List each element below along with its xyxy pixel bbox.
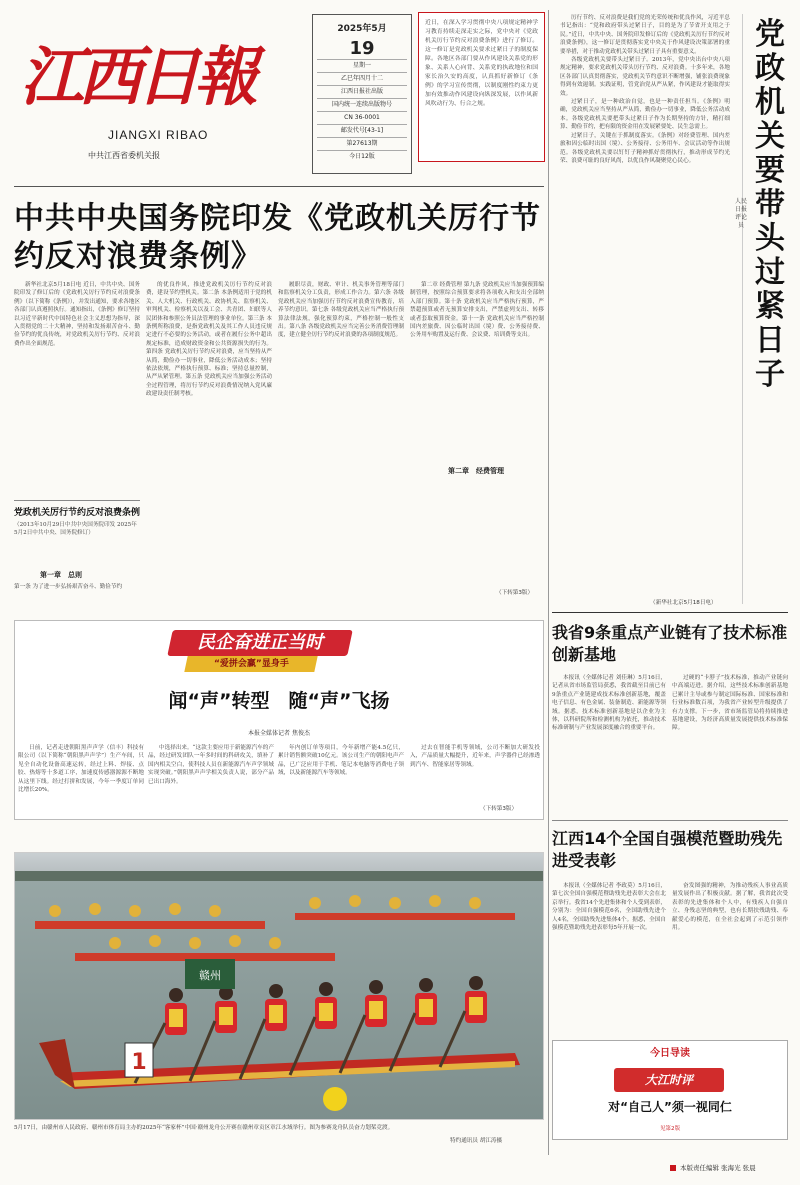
section-divider: [552, 820, 788, 821]
commentary-paragraph: 各级党政机关要带头过紧日子。2013年，党中央出台中央八项规定精神，要求党政机关带头厉行节约、反对浪费。十多年来，各地区各部门认真贯彻落实，党政机关节约意识不断增强，铺张浪费现象得到有效遏制。实践证明，管党治党从严从紧，作风建设才能取得实效。: [560, 57, 730, 97]
story-headline[interactable]: 我省9条重点产业链有了技术标准创新基地: [552, 623, 788, 664]
column-banner: [170, 630, 350, 656]
preview-heading: 今日导读: [650, 1048, 690, 1059]
issue-pages: 今日12版: [317, 150, 407, 163]
flag-text: 赣州: [199, 969, 221, 982]
buoy: [323, 1087, 347, 1111]
masthead-divider: [14, 186, 544, 187]
story-column: [552, 882, 666, 1022]
commentary-signature: （新华社北京5月18日电）: [650, 600, 717, 606]
footer-marker: [670, 1165, 676, 1171]
story-paragraph: 本报讯（全媒体记者 刘佳琳）5月16日，记者从省市场监管局获悉，我省截至目前已有9条重点产业链建成技术标准创新基地，覆盖电子信息、有色金属、装备制造、新能源等领域。据悉，技术标准创新基地是以企业为主体，以科研院所和检测机构为依托，推动技术标准研制与产业发展深度融合的重要平台。: [552, 675, 666, 732]
newspaper-logo: 江西日報: [20, 40, 252, 115]
organ-label: 中共江西省委机关报: [88, 151, 160, 160]
main-paragraph: 履职尽责，财政、审计、机关事务管理等部门和监察机关分工负责，形成工作合力。第六条 各级党政机关应当加强厉行节约反对浪费宣传教育，培养节约意识。第七条 各级党政机关应当严格执行预算法律法规，强化预算约束，严格控制一般性支出。第八条 各级党政机关应当完善公务消费管理制度，建立健全厉行节约反对浪费的各项制度规范。: [278, 282, 404, 339]
feature-paragraph: 日前，记者走进朝阳黑声声学（信丰）科技有限公司（以下简称“朝阳黑声声学”）生产车间，只见全自动化设备高速运转，经过上料、焊接、点胶、热熔等十多道工序，加速度传感器源源不断地从这里下线。经过打拼和发展，今年一季度订单同比增长20%。: [18, 745, 144, 794]
commentary-body: [560, 14, 730, 604]
editorial-box: [418, 12, 545, 162]
photo-illustration: [15, 853, 544, 1120]
subhead-rule: [14, 500, 140, 501]
chapter-heading: 第一章 总则: [40, 571, 82, 579]
story-paragraph: 本报讯（全媒体记者 李政莫）5月16日，第七次全国自强模范暨助残先进表彰大会在北京举行。我省14个先进集体和个人受到表彰，分别为：全国自强模范6名，全国助残先进个人4名，全国助残先进集体4个。据悉，全国自强模范暨助残先进表彰每5年开展一次。: [552, 883, 666, 932]
feature-column: [278, 744, 404, 818]
chapter-body: 第一条 为了进一步弘扬艰苦奋斗、勤俭节约: [14, 584, 123, 590]
main-paragraph: 的优良作风，推进党政机关厉行节约反对浪费，建设节约型机关。第二条 本条例适用于党的机关、人大机关、行政机关、政协机关、监察机关、审判机关、检察机关以及工会、共青团、妇联等人民团体和参照公务员法管理的事业单位。第三条 本条例所称浪费，是指党政机关及其工作人员违反规定进行不必要的公务活动，或者在履行公务中超出规定标准，造成财政资金和公共资源损失的行为。第四条 党政机关厉行节约反对浪费，应当坚持从严从简，勤俭办一切事业，降低公务活动成本；坚持依法依规，严格执行预算、标准；坚持总量控制，从严从紧管理。第五条 党政机关应当加强公务活动全过程管理，将厉行节约反对浪费情况纳入党风廉政建设责任制考核。: [146, 282, 272, 398]
issue-number: 第27613期: [317, 137, 407, 150]
page-footer: [670, 1163, 756, 1172]
commentary-paragraph: 过紧日子，关键在于抓制度落实。《条例》对经费管理、国内差旅和因公临时出国（境）、公务接待、公务用车、会议活动等作出规范。各级党政机关要以钉钉子精神抓好贯彻执行，推动形成节约光荣、浪费可耻的良好风尚，以优良作风凝聚党心民心。: [560, 132, 730, 164]
commentary-paragraph: 厉行节约、反对浪费是我们党的光荣传统和优良作风，习近平总书记指出：“党和政府带头过紧日子，目的是为了节省开支用之于民。”近日，中共中央、国务院印发修订后的《党政机关厉行节约反对浪费条例》，这一修订是贯彻落实党中央关于作风建设决策部署的重要举措，对于推动党政机关带头过紧日子具有重要意义。: [560, 15, 730, 55]
chapter-heading: 第二章 经费管理: [448, 467, 504, 475]
main-paragraph: 第二章 经费管理 第九条 党政机关应当加强预算编制管理，按照综合预算要求将各项收入和支出全部纳入部门预算。第十条 党政机关应当严格执行预算，严禁超预算或者无预算安排支出，严禁虚列支出、转移或者套取预算资金。第十一条 党政机关应当严格控制国内差旅费、因公临时出国（境）费、公务接待费、公务用车购置及运行费、会议费、培训费等支出。: [410, 282, 544, 339]
main-story-column: [14, 281, 140, 511]
photo-credit: 特约通讯员 胡江涛摄: [450, 1138, 503, 1144]
story-paragraph: 奋发图强的精神，为推动残疾人事业高质量发展作出了积极贡献。据了解，我省此次受表彰的先进集体和个人中，有残疾人自强自立、身残志坚的典型，也有长期扶残助残、奉献爱心的模范，在全社会起到了示范引领作用。: [672, 883, 788, 932]
story-paragraph: 过硬的“卡脖子”技术标准，推动产业链向中高端迈进。据介绍，这些技术标准创新基地已累计主导或参与制定国际标准、国家标准和行业标准数百项，为我省产业转型升级提供了有力支撑。下一步，省市场监管局将持续推进基地建设，为经济高质量发展提供技术标准保障。: [672, 675, 788, 732]
dragon-boat-photo: [14, 852, 544, 1120]
story-column: [552, 674, 666, 844]
issue-info-box: [312, 14, 412, 174]
editorial-text: 近日，在深入学习贯彻中央八项规定精神学习教育持续走深走实之际，党中央对《党政机关厉行节约反对浪费条例》进行了修订。这一修订是党政机关要求过紧日子的制度保障。各地区各部门要从作风建设关系党的形象、关系人心向背、关系党的执政地位和国家长治久安的高度，认真抓好新修订《条例》的学习宣传贯彻，以制度刚性约束力更加有效推动作风建设向纵深发展，以作风新风吹动行为、行合之规。: [425, 20, 538, 107]
issue-cn-code: CN 36-0001: [317, 111, 407, 124]
feature-column: [18, 744, 144, 818]
commentary-paragraph: 过紧日子，是一种政治自觉，也是一种责任担当。《条例》明确，党政机关应当坚持从严从简，勤俭办一切事业，降低公务活动成本。各级党政机关要把带头过紧日子作为长期坚持的方针，精打细算、勤俭节约，把有限的资金用在发展紧要处、民生急需上。: [560, 99, 730, 131]
continued-note[interactable]: （下转第3版）: [496, 590, 534, 596]
banner-subtitle-text: “爱拼会赢”显身手: [213, 659, 289, 669]
section-divider: [552, 612, 788, 613]
issue-lunar-date: 乙巳年四月十二: [317, 72, 407, 85]
feature-paragraph: 中选择出来。“这款主要应用于新能源汽车的产品，经过研发团队一年多时间的科研攻关，填补了国内相关空白，使科技人员在新能源汽车声学领域实现突破。”朝阳黑声声学相关负责人说，部分产品已出口海外。: [148, 745, 274, 785]
feature-paragraph: 年内创订单等项目，今年新增产能4.5亿只，累计销售额突破10亿元。该公司生产的朝阳电声产品，已广泛应用于手机、笔记本电脑等消费电子领域，以及新能源汽车等领域。: [278, 745, 404, 777]
issue-publisher: 江西日报社出版: [317, 85, 407, 98]
regulation-title: 党政机关厉行节约反对浪费条例: [14, 508, 141, 518]
commentary-source: 人民日报评论员: [735, 198, 748, 229]
main-story-column: [278, 281, 404, 621]
footer-editors: 本版责任编辑 张海光 张晨: [680, 1164, 756, 1172]
feature-headline[interactable]: 闻“声”转型 随“声”飞扬: [168, 690, 390, 712]
column-divider: [548, 10, 549, 1155]
banner-subtitle: [184, 656, 317, 672]
issue-post-code: 邮发代号[43-1]: [317, 124, 407, 137]
newspaper-logo-english: JIANGXI RIBAO: [108, 128, 209, 142]
issue-date: 2025年5月: [337, 24, 387, 34]
story-column: [672, 674, 788, 844]
feature-paragraph: 过去在智能手机等领域，公司不断加大研发投入，产品质量大幅提升，近年来，声学器件已经渗透到汽车、智能家居等领域。: [410, 745, 540, 768]
issue-cn-label: 国内统一连续出版物号: [317, 98, 407, 111]
main-story-column: [410, 281, 544, 461]
column-logo: 大江时评: [614, 1068, 724, 1092]
main-story-column: [146, 281, 272, 641]
photo-caption: 5月17日，由赣州市人民政府、赣州市体育局主办的2025年“客家杯”中国·赣州龙舟公开赛在赣州章贡区章江水域举行。图为参赛龙舟队员奋力划桨竞渡。: [14, 1125, 394, 1131]
feature-byline: 本报全媒体记者 焦俊杰: [248, 730, 310, 737]
continued-note[interactable]: （下转第3版）: [480, 806, 518, 812]
preview-title[interactable]: 对“自己人”须一视同仁: [608, 1100, 732, 1114]
regulation-note: （2013年10月29日中共中央国务院印发 2025年5月2日中共中央、国务院修订）: [14, 522, 137, 537]
feature-column: [410, 744, 540, 818]
banner-title-text: 民企奋进正当时: [197, 632, 323, 653]
story-headline[interactable]: 江西14个全国自强模范暨助残先进受表彰: [552, 829, 783, 870]
main-headline[interactable]: 中共中央国务院印发《党政机关厉行节约反对浪费条例》: [14, 201, 541, 274]
preview-page-ref[interactable]: 见第2版: [659, 1126, 681, 1132]
boat-number: 1: [131, 1050, 147, 1075]
story-column: [672, 882, 788, 1022]
main-paragraph: 新华社北京5月18日电 近日，中共中央、国务院印发了修订后的《党政机关厉行节约反对浪费条例》（以下简称《条例》），并发出通知，要求各地区各部门认真遵照执行。通知指出，《条例》修订坚持以习近平新时代中国特色社会主义思想为指导，深入贯彻党的二十大精神，坚持和发扬艰苦奋斗、勤俭节约的优良传统，对党政机关厉行节约、反对浪费作出全面规范。: [14, 282, 140, 347]
feature-column: [148, 744, 274, 818]
commentary-title[interactable]: 党政机关要带头过紧日子: [755, 17, 785, 392]
commentary-divider: [742, 14, 743, 604]
issue-day: 19: [349, 38, 375, 59]
issue-weekday: 星期一: [317, 59, 407, 72]
